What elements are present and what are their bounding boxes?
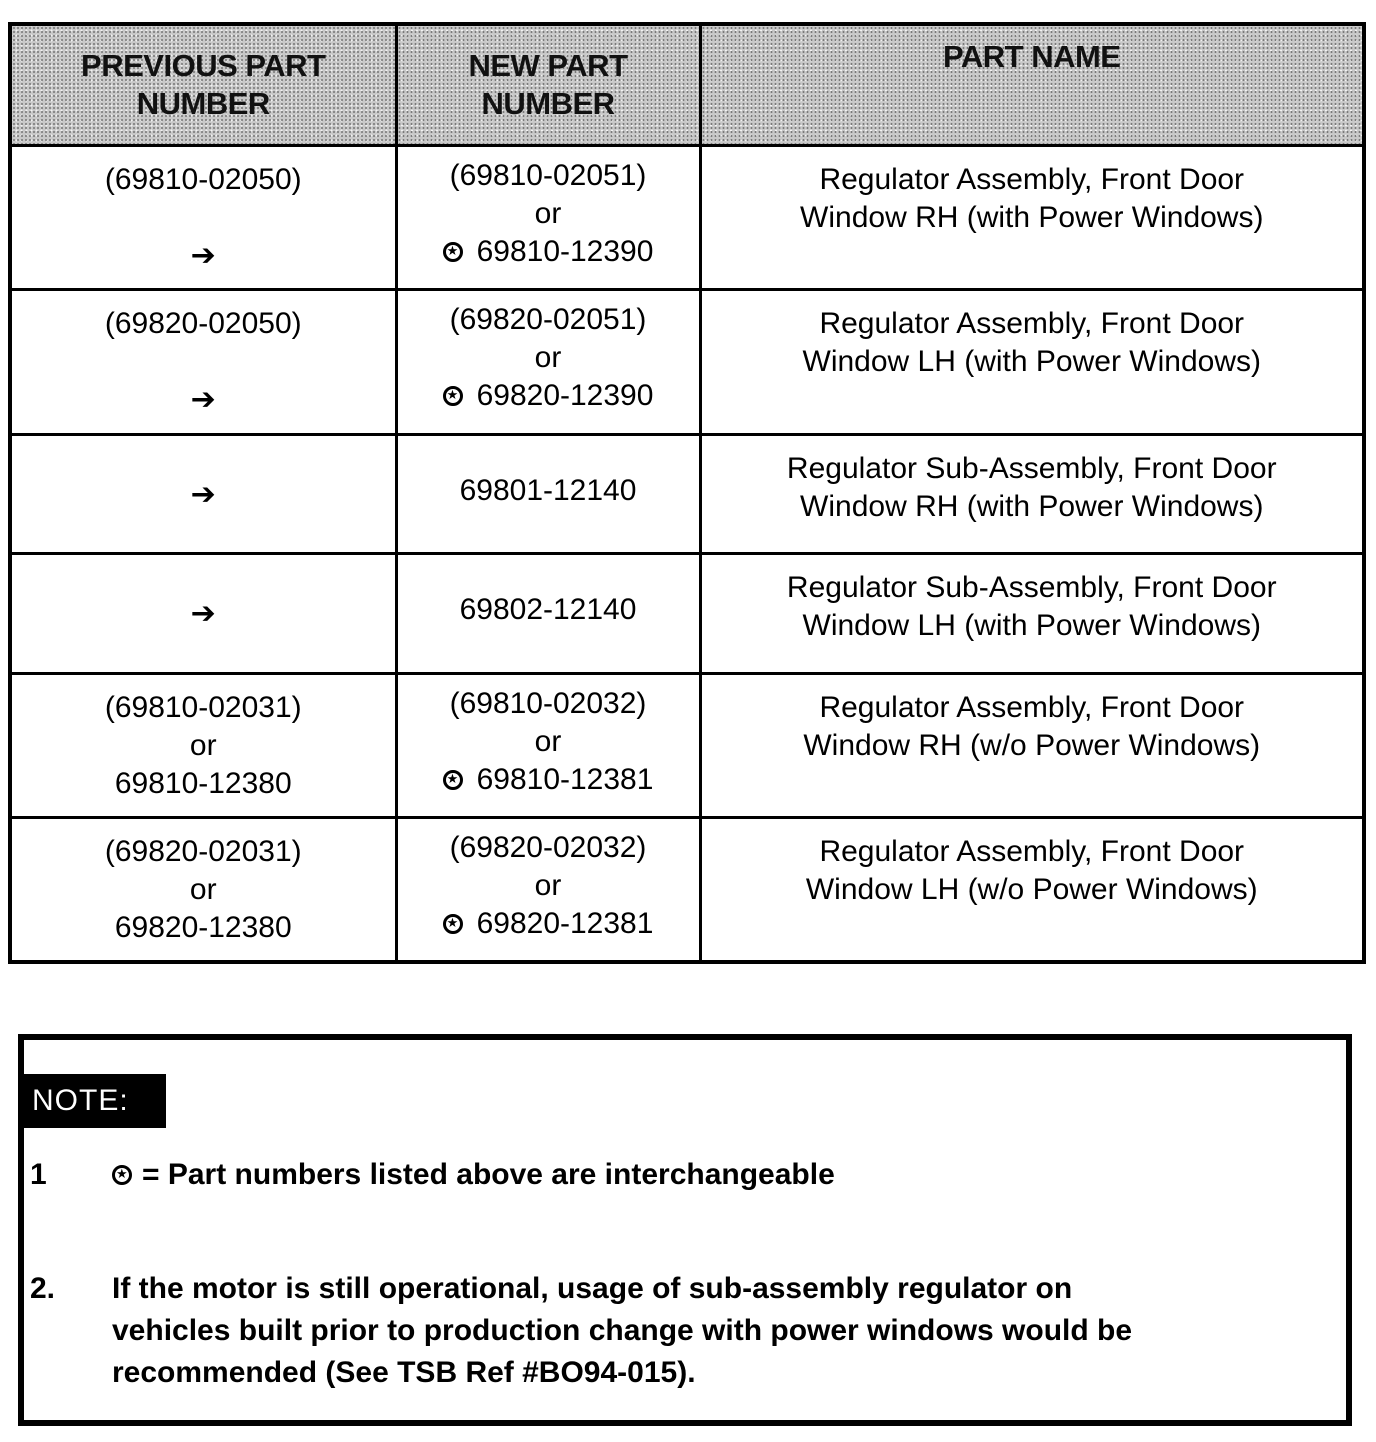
previous-part-cell bbox=[10, 673, 396, 817]
part-name-line: Regulator Assembly, Front Door bbox=[819, 835, 1245, 869]
previous-part-number: (69810-02031) bbox=[104, 690, 302, 724]
arrow-right-icon: ➔ bbox=[190, 477, 216, 511]
header-text: PART NAME bbox=[943, 39, 1121, 74]
new-part-cell bbox=[396, 290, 700, 434]
header-previous-part-number bbox=[10, 24, 396, 146]
header-text: PREVIOUS PART bbox=[81, 48, 326, 83]
interchangeable-star-icon bbox=[112, 1165, 132, 1185]
header-text: NUMBER bbox=[481, 86, 615, 121]
or-text: or bbox=[189, 873, 217, 907]
interchangeable-star-icon bbox=[443, 386, 463, 406]
header-row bbox=[10, 24, 1364, 146]
header-part-name bbox=[700, 24, 1364, 146]
table-row bbox=[10, 290, 1364, 434]
or-text: or bbox=[534, 724, 562, 758]
new-part-number: (69810-02032) bbox=[449, 686, 647, 720]
part-name-cell bbox=[700, 673, 1364, 817]
or-text: or bbox=[534, 197, 562, 230]
previous-part-cell bbox=[10, 554, 396, 674]
header-text: NUMBER bbox=[136, 86, 270, 121]
part-name-cell bbox=[700, 290, 1364, 434]
part-name-line: Window RH (with Power Windows) bbox=[800, 201, 1264, 234]
part-name-line: Regulator Sub-Assembly, Front Door bbox=[786, 571, 1277, 605]
new-part-number-starred: 69820-12381 bbox=[476, 907, 654, 941]
table-row bbox=[10, 554, 1364, 674]
new-part-cell bbox=[396, 818, 700, 962]
new-part-number: 69801-12140 bbox=[459, 473, 637, 507]
arrow-right-icon: ➔ bbox=[190, 597, 216, 631]
part-name-line: Window RH (with Power Windows) bbox=[800, 489, 1264, 523]
or-text: or bbox=[534, 341, 562, 375]
new-part-number-starred: 69810-12390 bbox=[476, 235, 654, 268]
previous-part-number: (69810-02050) bbox=[104, 163, 302, 196]
part-name-line: Window LH (with Power Windows) bbox=[802, 609, 1261, 643]
previous-part-cell bbox=[10, 434, 396, 554]
previous-part-number: (69820-02031) bbox=[104, 835, 302, 869]
part-name-line: Regulator Assembly, Front Door bbox=[819, 690, 1245, 724]
part-name-cell bbox=[700, 146, 1364, 290]
part-name-line: Regulator Assembly, Front Door bbox=[819, 307, 1245, 341]
note-number: 1 bbox=[30, 1158, 47, 1191]
or-text: or bbox=[189, 728, 217, 762]
or-text: or bbox=[534, 869, 562, 903]
previous-part-number: 69820-12380 bbox=[114, 911, 292, 945]
table-row bbox=[10, 818, 1364, 962]
note-number: 2. bbox=[30, 1272, 56, 1305]
new-part-cell bbox=[396, 554, 700, 674]
interchangeable-star-icon bbox=[443, 914, 463, 934]
previous-part-cell bbox=[10, 290, 396, 434]
previous-part-cell bbox=[10, 146, 396, 290]
new-part-cell bbox=[396, 146, 700, 290]
part-name-line: Window LH (with Power Windows) bbox=[802, 345, 1261, 379]
interchangeable-star-icon bbox=[443, 770, 463, 790]
previous-part-number: 69810-12380 bbox=[114, 766, 292, 800]
new-part-number: 69802-12140 bbox=[459, 593, 637, 627]
new-part-number-starred: 69810-12381 bbox=[476, 762, 654, 796]
parts-table bbox=[8, 22, 1366, 964]
part-name-line: Window LH (w/o Power Windows) bbox=[805, 873, 1258, 907]
part-name-line: Regulator Assembly, Front Door bbox=[819, 163, 1245, 196]
note-line: vehicles built prior to production change with power windows would be bbox=[112, 1314, 1133, 1347]
header-new-part-number bbox=[396, 24, 700, 146]
part-name-line: Window RH (w/o Power Windows) bbox=[803, 728, 1261, 762]
part-name-line: Regulator Sub-Assembly, Front Door bbox=[786, 451, 1277, 485]
header-text: NEW PART bbox=[468, 48, 628, 83]
new-part-number: (69820-02032) bbox=[449, 831, 647, 865]
table-row bbox=[10, 434, 1364, 554]
note-text bbox=[112, 1268, 1292, 1394]
note-line: recommended (See TSB Ref #BO94-015). bbox=[112, 1356, 696, 1389]
previous-part-number: (69820-02050) bbox=[104, 307, 302, 341]
interchangeable-star-icon bbox=[443, 242, 463, 262]
new-part-number: (69810-02051) bbox=[449, 159, 647, 192]
note-item bbox=[30, 1154, 1330, 1204]
note-box bbox=[18, 1034, 1352, 1426]
part-name-cell bbox=[700, 434, 1364, 554]
note-label: NOTE: bbox=[24, 1074, 166, 1128]
note-text bbox=[112, 1154, 1292, 1196]
table-row bbox=[10, 146, 1364, 290]
arrow-right-icon: ➔ bbox=[190, 239, 216, 272]
new-part-cell bbox=[396, 673, 700, 817]
previous-part-cell bbox=[10, 818, 396, 962]
table-row bbox=[10, 673, 1364, 817]
note-item bbox=[30, 1268, 1330, 1408]
new-part-number-starred: 69820-12390 bbox=[476, 379, 654, 413]
arrow-right-icon: ➔ bbox=[190, 383, 216, 417]
part-name-cell bbox=[700, 554, 1364, 674]
new-part-number: (69820-02051) bbox=[449, 303, 647, 337]
note-line: If the motor is still operational, usage of sub-assembly regulator on bbox=[112, 1272, 1073, 1305]
new-part-cell bbox=[396, 434, 700, 554]
note-line: = Part numbers listed above are interchangeable bbox=[142, 1158, 835, 1191]
part-name-cell bbox=[700, 818, 1364, 962]
